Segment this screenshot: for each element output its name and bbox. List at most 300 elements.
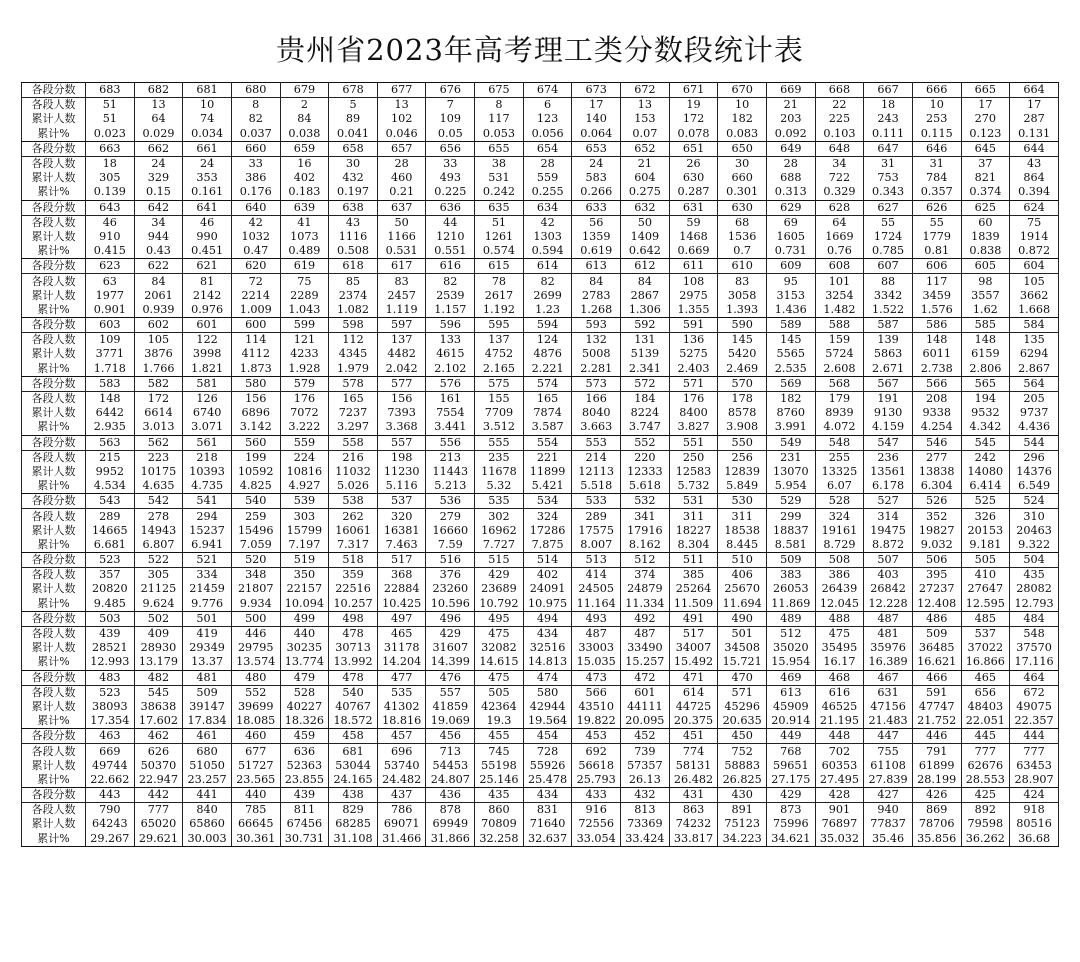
- table-cell: 8760: [766, 406, 815, 420]
- table-cell: 75: [280, 274, 329, 289]
- table-cell: 24.165: [329, 773, 378, 788]
- table-cell: 303: [280, 509, 329, 524]
- table-cell: 33.424: [621, 832, 670, 847]
- table-cell: 453: [572, 729, 621, 744]
- row-label: 累计%: [22, 185, 86, 200]
- table-cell: 24879: [621, 582, 670, 596]
- table-cell: 21125: [134, 582, 183, 596]
- table-cell: 5.421: [523, 479, 572, 494]
- table-cell: 0.161: [183, 185, 232, 200]
- table-cell: 30.731: [280, 832, 329, 847]
- table-cell: 9338: [912, 406, 961, 420]
- table-cell: 5: [329, 98, 378, 113]
- row-label: 累计人数: [22, 700, 86, 714]
- table-cell: 525: [961, 494, 1010, 509]
- table-cell: 406: [718, 568, 767, 583]
- table-cell: 3.368: [377, 420, 426, 435]
- table-cell: 221: [523, 450, 572, 465]
- table-cell: 860: [475, 803, 524, 818]
- score-row: [22, 435, 1059, 450]
- table-cell: 505: [961, 553, 1010, 568]
- count-row: [22, 333, 1059, 348]
- table-cell: 12113: [572, 465, 621, 479]
- table-cell: 556: [426, 435, 475, 450]
- table-cell: 35020: [766, 641, 815, 655]
- table-cell: 136: [669, 333, 718, 348]
- table-cell: 916: [572, 803, 621, 818]
- table-cell: 878: [426, 803, 475, 818]
- table-cell: 509: [183, 685, 232, 700]
- table-cell: 124: [523, 333, 572, 348]
- table-cell: 745: [475, 744, 524, 759]
- table-cell: 20463: [1010, 524, 1059, 538]
- table-cell: 630: [669, 171, 718, 185]
- table-cell: 549: [766, 435, 815, 450]
- table-cell: 644: [1010, 141, 1059, 156]
- table-cell: 536: [426, 494, 475, 509]
- table-cell: 614: [669, 685, 718, 700]
- table-cell: 75: [1010, 215, 1059, 230]
- table-cell: 507: [864, 553, 913, 568]
- table-cell: 41: [280, 215, 329, 230]
- table-cell: 0.046: [377, 127, 426, 142]
- table-cell: 34007: [669, 641, 718, 655]
- table-cell: 638: [329, 200, 378, 215]
- table-cell: 37570: [1010, 641, 1059, 655]
- count-row: [22, 803, 1059, 818]
- table-cell: 21459: [183, 582, 232, 596]
- table-cell: 357: [86, 568, 135, 583]
- table-cell: 320: [377, 509, 426, 524]
- table-cell: 11032: [329, 465, 378, 479]
- table-cell: 19.3: [475, 714, 524, 729]
- table-cell: 224: [280, 450, 329, 465]
- table-cell: 681: [183, 83, 232, 98]
- table-cell: 5008: [572, 347, 621, 361]
- table-cell: 11.164: [572, 597, 621, 612]
- table-cell: 447: [864, 729, 913, 744]
- row-label: 各段分数: [22, 494, 86, 509]
- count-row: [22, 685, 1059, 700]
- table-cell: 68: [718, 215, 767, 230]
- table-cell: 620: [231, 259, 280, 274]
- table-cell: 456: [426, 729, 475, 744]
- table-cell: 682: [134, 83, 183, 98]
- table-cell: 279: [426, 509, 475, 524]
- table-cell: 625: [961, 200, 1010, 215]
- table-cell: 628: [815, 200, 864, 215]
- row-label: 累计人数: [22, 817, 86, 831]
- table-cell: 0.508: [329, 244, 378, 259]
- table-cell: 0.037: [231, 127, 280, 142]
- table-cell: 467: [864, 670, 913, 685]
- row-label: 累计人数: [22, 230, 86, 244]
- table-cell: 38: [475, 156, 524, 171]
- table-cell: 688: [766, 171, 815, 185]
- table-cell: 1839: [961, 230, 1010, 244]
- table-cell: 33.817: [669, 832, 718, 847]
- table-cell: 599: [280, 318, 329, 333]
- table-cell: 13: [134, 98, 183, 113]
- table-cell: 7.727: [475, 538, 524, 553]
- table-cell: 33490: [621, 641, 670, 655]
- table-cell: 1724: [864, 230, 913, 244]
- percent-row: [22, 420, 1059, 435]
- table-cell: 661: [183, 141, 232, 156]
- table-cell: 501: [718, 626, 767, 641]
- table-cell: 439: [86, 626, 135, 641]
- table-cell: 511: [669, 553, 718, 568]
- table-cell: 24.482: [377, 773, 426, 788]
- table-cell: 40227: [280, 700, 329, 714]
- table-cell: 0.131: [1010, 127, 1059, 142]
- table-cell: 506: [912, 553, 961, 568]
- table-cell: 643: [86, 200, 135, 215]
- table-cell: 84: [621, 274, 670, 289]
- table-cell: 10.975: [523, 597, 572, 612]
- table-cell: 410: [961, 568, 1010, 583]
- table-cell: 29.621: [134, 832, 183, 847]
- table-cell: 501: [183, 611, 232, 626]
- table-cell: 529: [766, 494, 815, 509]
- table-cell: 528: [815, 494, 864, 509]
- table-cell: 20153: [961, 524, 1010, 538]
- table-cell: 6.549: [1010, 479, 1059, 494]
- table-cell: 636: [426, 200, 475, 215]
- table-cell: 7.197: [280, 538, 329, 553]
- table-cell: 591: [669, 318, 718, 333]
- table-cell: 673: [572, 83, 621, 98]
- table-cell: 523: [86, 685, 135, 700]
- table-cell: 633: [572, 200, 621, 215]
- table-cell: 662: [134, 141, 183, 156]
- table-cell: 483: [86, 670, 135, 685]
- table-cell: 446: [912, 729, 961, 744]
- table-cell: 64243: [86, 817, 135, 831]
- table-cell: 0.225: [426, 185, 475, 200]
- table-cell: 0.313: [766, 185, 815, 200]
- table-cell: 31.466: [377, 832, 426, 847]
- cumulative-row: [22, 112, 1059, 126]
- count-row: [22, 391, 1059, 406]
- table-cell: 641: [183, 200, 232, 215]
- table-cell: 82: [231, 112, 280, 126]
- table-cell: 302: [475, 509, 524, 524]
- table-cell: 2142: [183, 289, 232, 303]
- table-cell: 614: [523, 259, 572, 274]
- table-cell: 6.178: [864, 479, 913, 494]
- table-cell: 26842: [864, 582, 913, 596]
- table-cell: 38093: [86, 700, 135, 714]
- table-cell: 54453: [426, 759, 475, 773]
- table-cell: 28082: [1010, 582, 1059, 596]
- table-cell: 29.267: [86, 832, 135, 847]
- score-row: [22, 494, 1059, 509]
- table-cell: 242: [961, 450, 1010, 465]
- table-cell: 79598: [961, 817, 1010, 831]
- count-row: [22, 744, 1059, 759]
- table-cell: 517: [377, 553, 426, 568]
- table-cell: 669: [766, 83, 815, 98]
- table-cell: 7554: [426, 406, 475, 420]
- table-cell: 28.553: [961, 773, 1010, 788]
- table-cell: 3254: [815, 289, 864, 303]
- table-cell: 631: [669, 200, 718, 215]
- table-cell: 559: [523, 171, 572, 185]
- table-cell: 554: [523, 435, 572, 450]
- percent-row: [22, 244, 1059, 259]
- table-cell: 10.094: [280, 597, 329, 612]
- table-cell: 18227: [669, 524, 718, 538]
- table-cell: 791: [912, 744, 961, 759]
- table-cell: 454: [523, 729, 572, 744]
- table-cell: 52363: [280, 759, 329, 773]
- table-cell: 739: [621, 744, 670, 759]
- table-cell: 577: [377, 376, 426, 391]
- table-cell: 5.026: [329, 479, 378, 494]
- table-cell: 428: [815, 788, 864, 803]
- table-cell: 51: [475, 215, 524, 230]
- table-cell: 121: [280, 333, 329, 348]
- table-cell: 0.053: [475, 127, 524, 142]
- table-cell: 16962: [475, 524, 524, 538]
- table-cell: 25.793: [572, 773, 621, 788]
- table-cell: 585: [961, 318, 1010, 333]
- table-cell: 19.822: [572, 714, 621, 729]
- table-cell: 12583: [669, 465, 718, 479]
- table-cell: 3.071: [183, 420, 232, 435]
- table-cell: 2975: [669, 289, 718, 303]
- table-cell: 1.522: [864, 303, 913, 318]
- count-row: [22, 450, 1059, 465]
- table-cell: 182: [766, 391, 815, 406]
- table-cell: 626: [134, 744, 183, 759]
- table-cell: 17.354: [86, 714, 135, 729]
- table-cell: 27647: [961, 582, 1010, 596]
- table-cell: 569: [766, 376, 815, 391]
- table-cell: 0.901: [86, 303, 135, 318]
- table-cell: 22: [815, 98, 864, 113]
- table-cell: 214: [572, 450, 621, 465]
- table-cell: 368: [377, 568, 426, 583]
- table-cell: 350: [280, 568, 329, 583]
- table-cell: 451: [669, 729, 718, 744]
- table-cell: 604: [1010, 259, 1059, 274]
- table-cell: 135: [1010, 333, 1059, 348]
- table-cell: 289: [86, 509, 135, 524]
- table-cell: 583: [572, 171, 621, 185]
- table-cell: 671: [669, 83, 718, 98]
- table-cell: 231: [766, 450, 815, 465]
- table-cell: 17: [572, 98, 621, 113]
- table-cell: 512: [766, 626, 815, 641]
- table-cell: 137: [475, 333, 524, 348]
- table-cell: 172: [669, 112, 718, 126]
- table-cell: 1166: [377, 230, 426, 244]
- table-cell: 33: [426, 156, 475, 171]
- table-cell: 2.535: [766, 362, 815, 377]
- percent-row: [22, 303, 1059, 318]
- table-cell: 1359: [572, 230, 621, 244]
- table-cell: 95: [766, 274, 815, 289]
- table-cell: 0.642: [621, 244, 670, 259]
- table-cell: 605: [961, 259, 1010, 274]
- table-cell: 0.064: [572, 127, 621, 142]
- table-cell: 22157: [280, 582, 329, 596]
- row-label: 各段分数: [22, 729, 86, 744]
- table-cell: 3.663: [572, 420, 621, 435]
- table-cell: 6011: [912, 347, 961, 361]
- table-cell: 0.139: [86, 185, 135, 200]
- row-label: 累计人数: [22, 406, 86, 420]
- table-cell: 32516: [523, 641, 572, 655]
- table-cell: 83: [377, 274, 426, 289]
- table-cell: 755: [864, 744, 913, 759]
- table-cell: 944: [134, 230, 183, 244]
- table-cell: 65020: [134, 817, 183, 831]
- table-cell: 0.939: [134, 303, 183, 318]
- table-cell: 10.257: [329, 597, 378, 612]
- table-cell: 1073: [280, 230, 329, 244]
- table-cell: 55: [912, 215, 961, 230]
- table-cell: 0.872: [1010, 244, 1059, 259]
- table-cell: 14943: [134, 524, 183, 538]
- table-cell: 0.619: [572, 244, 621, 259]
- table-cell: 250: [669, 450, 718, 465]
- table-cell: 1536: [718, 230, 767, 244]
- table-cell: 519: [280, 553, 329, 568]
- table-cell: 652: [621, 141, 670, 156]
- table-cell: 6.941: [183, 538, 232, 553]
- table-cell: 37: [961, 156, 1010, 171]
- table-cell: 32.258: [475, 832, 524, 847]
- table-cell: 403: [864, 568, 913, 583]
- table-cell: 552: [621, 435, 670, 450]
- table-cell: 108: [669, 274, 718, 289]
- table-cell: 910: [86, 230, 135, 244]
- table-cell: 11443: [426, 465, 475, 479]
- table-cell: 24: [134, 156, 183, 171]
- table-cell: 84: [280, 112, 329, 126]
- table-cell: 3058: [718, 289, 767, 303]
- table-cell: 2783: [572, 289, 621, 303]
- table-cell: 31: [912, 156, 961, 171]
- table-cell: 1.873: [231, 362, 280, 377]
- table-cell: 2.867: [1010, 362, 1059, 377]
- table-cell: 18.816: [377, 714, 426, 729]
- table-cell: 0.301: [718, 185, 767, 200]
- table-cell: 450: [718, 729, 767, 744]
- table-cell: 30: [718, 156, 767, 171]
- table-cell: 508: [815, 553, 864, 568]
- table-cell: 30713: [329, 641, 378, 655]
- table-cell: 432: [621, 788, 670, 803]
- table-cell: 0.103: [815, 127, 864, 142]
- table-cell: 2.221: [523, 362, 572, 377]
- table-cell: 43: [329, 215, 378, 230]
- table-cell: 520: [231, 553, 280, 568]
- percent-row: [22, 362, 1059, 377]
- table-cell: 512: [621, 553, 670, 568]
- percent-row: [22, 714, 1059, 729]
- table-cell: 65860: [183, 817, 232, 831]
- table-cell: 114: [231, 333, 280, 348]
- table-cell: 680: [183, 744, 232, 759]
- table-cell: 7.463: [377, 538, 426, 553]
- table-cell: 5565: [766, 347, 815, 361]
- table-cell: 464: [1010, 670, 1059, 685]
- table-cell: 474: [523, 670, 572, 685]
- table-cell: 624: [1010, 200, 1059, 215]
- row-label: 各段分数: [22, 141, 86, 156]
- table-cell: 36485: [912, 641, 961, 655]
- row-label: 累计%: [22, 597, 86, 612]
- table-cell: 666: [912, 83, 961, 98]
- table-cell: 0.115: [912, 127, 961, 142]
- table-cell: 496: [426, 611, 475, 626]
- row-label: 各段人数: [22, 274, 86, 289]
- table-cell: 0.038: [280, 127, 329, 142]
- table-cell: 213: [426, 450, 475, 465]
- percent-row: [22, 185, 1059, 200]
- table-cell: 601: [621, 685, 670, 700]
- table-cell: 314: [864, 509, 913, 524]
- table-cell: 613: [766, 685, 815, 700]
- table-cell: 9.776: [183, 597, 232, 612]
- table-cell: 27237: [912, 582, 961, 596]
- table-cell: 3662: [1010, 289, 1059, 303]
- table-cell: 424: [1010, 788, 1059, 803]
- table-cell: 216: [329, 450, 378, 465]
- table-cell: 0.05: [426, 127, 475, 142]
- table-cell: 178: [718, 391, 767, 406]
- table-cell: 19475: [864, 524, 913, 538]
- table-cell: 683: [86, 83, 135, 98]
- score-row: [22, 670, 1059, 685]
- table-cell: 44: [426, 215, 475, 230]
- table-cell: 648: [815, 141, 864, 156]
- table-cell: 3153: [766, 289, 815, 303]
- table-cell: 831: [523, 803, 572, 818]
- table-cell: 18: [864, 98, 913, 113]
- table-cell: 409: [134, 626, 183, 641]
- table-cell: 0.47: [231, 244, 280, 259]
- table-cell: 487: [572, 626, 621, 641]
- table-cell: 649: [766, 141, 815, 156]
- table-cell: 34.621: [766, 832, 815, 847]
- table-cell: 42944: [523, 700, 572, 714]
- table-cell: 42: [523, 215, 572, 230]
- table-cell: 10592: [231, 465, 280, 479]
- table-cell: 541: [183, 494, 232, 509]
- table-cell: 28: [377, 156, 426, 171]
- table-cell: 429: [766, 788, 815, 803]
- table-cell: 457: [377, 729, 426, 744]
- table-cell: 37022: [961, 641, 1010, 655]
- table-cell: 17.834: [183, 714, 232, 729]
- table-cell: 15.492: [669, 655, 718, 670]
- table-cell: 439: [280, 788, 329, 803]
- table-cell: 21807: [231, 582, 280, 596]
- table-cell: 663: [86, 141, 135, 156]
- table-cell: 616: [426, 259, 475, 274]
- table-cell: 30.003: [183, 832, 232, 847]
- table-cell: 8.581: [766, 538, 815, 553]
- table-cell: 262: [329, 509, 378, 524]
- table-cell: 612: [621, 259, 670, 274]
- cumulative-row: [22, 289, 1059, 303]
- table-cell: 579: [280, 376, 329, 391]
